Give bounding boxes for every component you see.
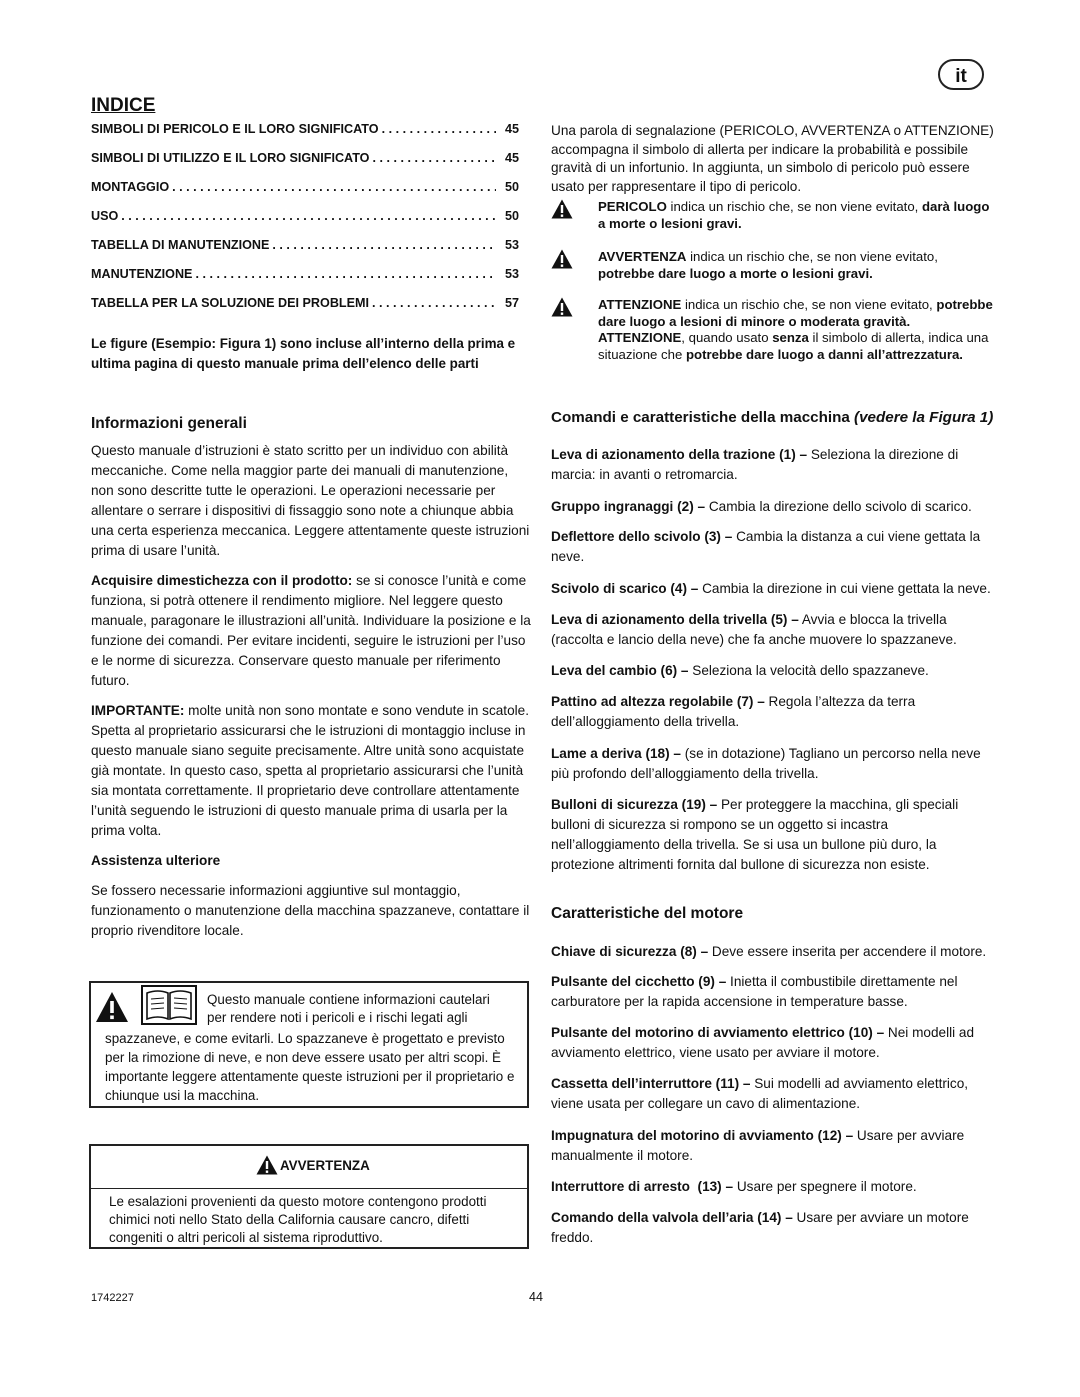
- controls-item: Leva di azionamento della trivella (5) – Avvia e blocca la trivella (raccolta e lancio della neve) che fa anche muovere lo spazzaneve.: [551, 612, 957, 647]
- warning-title: AVVERTENZA: [280, 1158, 370, 1173]
- alert-icon: [256, 1155, 278, 1175]
- toc-entry-label: MANUTENZIONE: [91, 267, 193, 281]
- toc-entry-page: 45: [504, 122, 519, 136]
- section-heading-general: Informazioni generali: [91, 415, 247, 432]
- toc-entry-label: TABELLA PER LA SOLUZIONE DEI PROBLEMI: [91, 296, 369, 310]
- warning-body: Le esalazioni provenienti da questo motore contengono prodotti chimici noti nello Stato della California causare cancro, difetti congeniti o altri pericoli al sistema riproduttivo.: [109, 1194, 487, 1245]
- toc-entry-label: SIMBOLI DI PERICOLO E IL LORO SIGNIFICATO: [91, 122, 379, 136]
- warning-box: [89, 1144, 529, 1249]
- toc-entry-page: 57: [504, 296, 519, 310]
- notice-body: spazzaneve, e come evitarli. Lo spazzaneve è progettato e previsto per la rimozione di neve, e non deve essere usato per altri scopi. È importante leggere attentamente queste istruzioni per il proprietario e chiunque usi la macchina.: [105, 1031, 515, 1103]
- engine-item: Impugnatura del motorino di avviamento (12) – Usare per avviare manualmente il motore.: [551, 1128, 965, 1163]
- controls-item: Gruppo ingranaggi (2) – Cambia la direzione dello scivolo di scarico.: [551, 499, 972, 514]
- engine-item: Cassetta dell’interruttore (11) – Sui modelli ad avviamento elettrico, viene usata per collegare un cavo di alimentazione.: [551, 1076, 969, 1111]
- alert-icon: [551, 297, 573, 317]
- table-of-contents: [91, 122, 519, 325]
- familiarize-paragraph: Acquisire dimestichezza con il prodotto: se si conosce l’unità e come funziona, si potrà ottenere il rendimento migliore. Nel leggere questo manuale, paragonare le illustrazioni all’unità. Individuare la posizione e la funzione dei comandi. Per evitare incidenti, seguire le istruzioni per l’uso e le norme di sicurezza. Conservare questo manuale per riferimento futuro.: [91, 573, 531, 688]
- figure-note: Le figure (Esempio: Figura 1) sono incluse all’interno della prima e ultima pagina di questo manuale prima dell’elenco delle parti: [91, 336, 516, 371]
- toc-entry-page: 50: [504, 209, 519, 223]
- alert-icon: [551, 249, 573, 269]
- section-heading-controls: Comandi e caratteristiche della macchina (vedere la Figura 1): [551, 409, 994, 426]
- toc-entry-label: MONTAGGIO: [91, 180, 170, 194]
- toc-entry-label: USO: [91, 209, 119, 223]
- toc-entry[interactable]: [91, 238, 519, 267]
- warning-header: [91, 1146, 527, 1189]
- controls-item: Lame a deriva (18) – (se in dotazione) Tagliano un percorso nella neve più profondo dell’alloggiamento della trivella.: [551, 746, 981, 781]
- engine-item: Pulsante del motorino di avviamento elettrico (10) – Nei modelli ad avviamento elettrico, viene usato per avviare il motore.: [551, 1025, 975, 1060]
- document-number: 1742227: [91, 1292, 134, 1304]
- controls-item: Bulloni di sicurezza (19) – Per proteggere la macchina, gli speciali bulloni di sicurezza si rompono se un oggetto si incastra nell’alloggiamento della trivella. Se si usa un bullone più duro, la protezione altrimenti fornita dal bullone di sicurezza non esiste.: [551, 797, 959, 872]
- controls-item: Deflettore dello scivolo (3) – Cambia la distanza a cui viene gettata la neve.: [551, 529, 981, 564]
- toc-entry-page: 45: [504, 151, 519, 165]
- page-number: 44: [529, 1290, 543, 1304]
- general-intro: Questo manuale d’istruzioni è stato scritto per un individuo con abilità meccaniche. Come nella maggior parte dei manuali di manutenzione, non sono descritte tutte le operazioni. Le operazioni necessarie per allentare o serrare i dispositivi di fissaggio sono note a chiunque abbia una certa esperienza meccanica. Leggere attentamente queste istruzioni prima di usare l’unità.: [91, 443, 530, 558]
- section-heading-engine: Caratteristiche del motore: [551, 905, 744, 922]
- engine-item: Chiave di sicurezza (8) – Deve essere inserita per accendere il motore.: [551, 944, 987, 959]
- engine-item: Pulsante del cicchetto (9) – Inietta il combustibile direttamente nel carburatore per la rapida accensione in temperature basse.: [551, 974, 958, 1009]
- toc-entry-page: 53: [504, 238, 519, 252]
- engine-item: Interruttore di arresto (13) – Usare per spegnere il motore.: [551, 1179, 917, 1194]
- toc-entry[interactable]: [91, 267, 519, 296]
- notice-lines: Questo manuale contiene informazioni cautelari per rendere noti i pericoli e i rischi legati agli: [207, 992, 490, 1025]
- toc-entry-page: 53: [504, 267, 519, 281]
- assistance-text: Se fossero necessarie informazioni aggiuntive sul montaggio, funzionamento o manutenzione della macchina spazzaneve, contattare il proprio rivenditore locale.: [91, 883, 530, 938]
- manual-notice-box: [89, 981, 529, 1108]
- manual-book-icon: [141, 985, 197, 1025]
- toc-entry[interactable]: [91, 180, 519, 209]
- toc-entry[interactable]: [91, 151, 519, 180]
- toc-entry[interactable]: [91, 296, 519, 325]
- toc-entry-page: 50: [504, 180, 519, 194]
- important-paragraph: IMPORTANTE: molte unità non sono montate e sono vendute in scatole. Spetta al proprietario assicurarsi che le istruzioni di montaggio incluse in questo manuale siano seguite precisamente. Altre unità sono acquistate già montate. In questo caso, spetta al proprietario assicurarsi che l’unità sia montata correttamente. Il proprietario deve controllare attentamente l’unità seguendo le istruzioni di questo manuale prima di usarla per la prima volta.: [91, 703, 529, 838]
- attenzione-no-symbol: ATTENZIONE, quando usato senza il simbolo di allerta, indica una situazione che potrebbe dare luogo a danni all’attrezzatura.: [598, 330, 989, 362]
- alert-icon: [95, 991, 129, 1023]
- toc-entry-label: SIMBOLI DI UTILIZZO E IL LORO SIGNIFICATO: [91, 151, 370, 165]
- controls-item: Leva di azionamento della trazione (1) – Seleziona la direzione di marcia: in avanti o retromarcia.: [551, 447, 959, 482]
- index-title: INDICE: [91, 95, 156, 116]
- controls-item: Leva del cambio (6) – Seleziona la velocità dello spazzaneve.: [551, 663, 929, 678]
- controls-item: Pattino ad altezza regolabile (7) – Regola l’altezza da terra dell’alloggiamento della trivella.: [551, 694, 916, 729]
- signal-word-intro: Una parola di segnalazione (PERICOLO, AVVERTENZA o ATTENZIONE) accompagna il simbolo di allerta per indicare la probabilità e possibile gravità di un infortunio. In aggiunta, un simbolo di pericolo può essere usato per rappresentare il tipo di pericolo.: [551, 123, 994, 194]
- toc-entry[interactable]: [91, 122, 519, 151]
- controls-item: Scivolo di scarico (4) – Cambia la direzione in cui viene gettata la neve.: [551, 581, 991, 596]
- engine-item: Comando della valvola dell’aria (14) – Usare per avviare un motore freddo.: [551, 1210, 969, 1245]
- assistance-heading: Assistenza ulteriore: [91, 853, 221, 868]
- language-badge: it: [938, 59, 984, 90]
- toc-entry[interactable]: [91, 209, 519, 238]
- toc-entry-label: TABELLA DI MANUTENZIONE: [91, 238, 270, 252]
- alert-icon: [551, 199, 573, 219]
